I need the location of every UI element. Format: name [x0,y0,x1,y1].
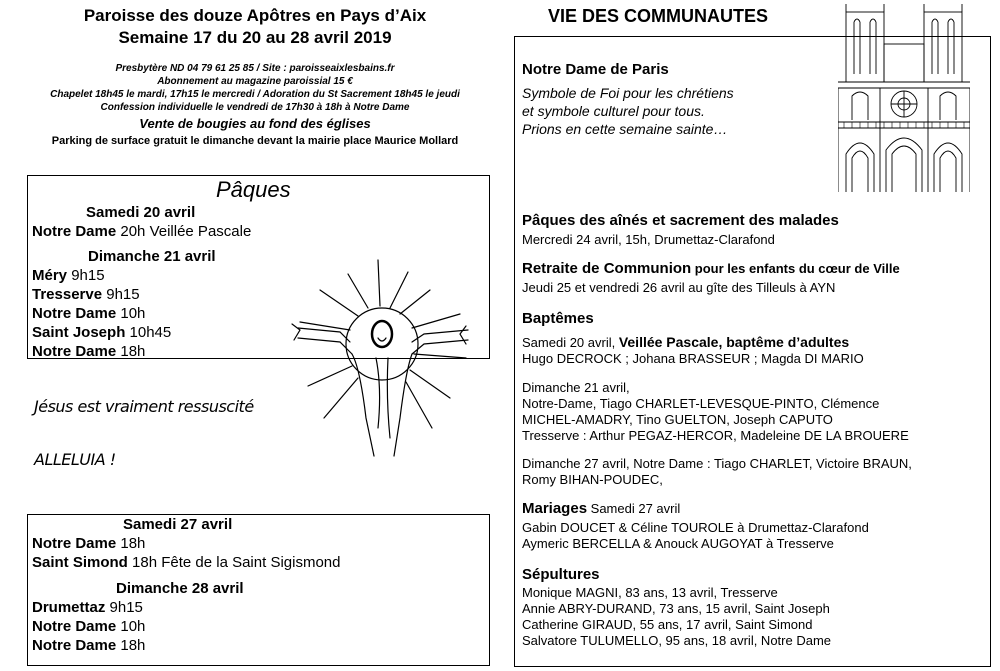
baptemes-group2 [522,380,909,444]
notre-dame-cathedral-illustration [838,4,970,194]
text-line: Prions en cette semaine sainte… [522,121,728,137]
baptemes-group3 [522,456,912,488]
schedule-place: Saint Simond [32,554,128,571]
bougies-info: Vente de bougies au fond des églises [139,116,371,131]
parking-info: Parking de surface gratuit le dimanche devant la mairie place Maurice Mollard [51,135,459,147]
baptemes-group1 [522,334,864,367]
text-line: Dimanche 21 avril, [522,380,630,395]
text-line: Gabin DOUCET & Céline TOUROLE à Drumettaz-Clarafond [522,520,869,535]
baptemes-date: Samedi 20 avril, [522,335,619,350]
schedule-time: 18h [116,535,146,552]
text-line: Romy BIHAN-POUDEC, [522,472,663,487]
week2-sunday-list [32,598,145,655]
text-line: Aymeric BERCELLA & Anouck AUGOYAT à Tresserve [522,536,834,551]
schedule-time: 10h [116,618,146,635]
notre-dame-heading: Notre Dame de Paris [522,61,669,78]
schedule-time: 10h45 [125,324,172,341]
sepultures-heading: Sépultures [522,566,600,583]
baptemes-heading: Baptêmes [522,310,594,327]
communities-title: VIE DES COMMUNAUTES [548,6,769,26]
paques-aines-text: Mercredi 24 avril, 15h, Drumettaz-Clarafond [522,232,775,247]
schedule-row [32,304,171,323]
presbytere-info: Presbytère ND 04 79 61 25 85 / Site : paroisseaixlesbains.fr [115,63,395,74]
schedule-place: Tresserve [32,286,103,303]
text-line: Symbole de Foi pour les chrétiens [522,85,734,101]
text-line: Tresserve : Arthur PEGAZ-HERCOR, Madeleine DE LA BROUERE [522,428,909,443]
schedule-time: 18h Fête de la Saint Sigismond [127,554,341,571]
paques-sunday-header: Dimanche 21 avril [88,248,216,265]
schedule-row [32,598,145,617]
schedule-time: 18h [116,343,146,360]
paques-title: Pâques [216,177,291,202]
mariages-title: Mariages [522,500,588,517]
text-line: Annie ABRY-DURAND, 73 ans, 15 avril, Saint Joseph [522,601,830,616]
mariages-list [522,520,869,552]
schedule-place: Notre Dame [32,618,117,635]
chapelet-info: Chapelet 18h45 le mardi, 17h15 le mercredi / Adoration du St Sacrement 18h45 le jeudi [50,89,460,100]
schedule-row [32,534,340,553]
schedule-place: Notre Dame [32,223,117,240]
schedule-time: 18h [116,637,146,654]
text-line: Hugo DECROCK ; Johana BRASSEUR ; Magda DI MARIO [522,351,864,366]
paques-saturday-header: Samedi 20 avril [86,204,196,221]
text-line: Dimanche 27 avril, Notre Dame : Tiago CHARLET, Victoire BRAUN, [522,456,912,471]
mariages-date: Samedi 27 avril [587,501,681,516]
notre-dame-text [522,84,734,138]
schedule-row [32,323,171,342]
schedule-row [32,222,251,241]
risen-christ-illustration [290,258,470,458]
schedule-time: 9h15 [105,599,143,616]
text-line: MICHEL-AMADRY, Tino GUELTON, Joseph CAPUTO [522,412,833,427]
paques-aines-heading: Pâques des aînés et sacrement des malades [522,212,839,229]
schedule-row [32,636,145,655]
abonnement-info: Abonnement au magazine paroissial 15 € [157,76,353,87]
schedule-row [32,342,171,361]
schedule-row [32,285,171,304]
text-line: et symbole culturel pour tous. [522,103,705,119]
retraite-title: Retraite de Communion [522,260,692,277]
week2-saturday-list [32,534,340,572]
mariages-heading [522,500,680,518]
schedule-place: Méry [32,267,68,284]
retraite-heading [522,260,900,278]
schedule-row [32,553,340,572]
schedule-row [32,617,145,636]
schedule-place: Drumettaz [32,599,106,616]
message-line1: Jésus est vraiment ressuscité [34,397,254,416]
schedule-time: 10h [116,305,146,322]
text-line: Salvatore TULUMELLO, 95 ans, 18 avril, Notre Dame [522,633,832,648]
retraite-text: Jeudi 25 et vendredi 26 avril au gîte des Tilleuls à AYN [522,280,836,295]
week2-saturday-header: Samedi 27 avril [123,516,233,533]
text-line: Catherine GIRAUD, 55 ans, 17 avril, Saint Simond [522,617,813,632]
week-title: Semaine 17 du 20 au 28 avril 2019 [118,28,392,47]
message-line2: ALLELUIA ! [34,450,116,469]
text-line [522,334,864,351]
parish-title: Paroisse des douze Apôtres en Pays d’Aix [83,6,427,25]
schedule-place: Notre Dame [32,637,117,654]
schedule-place: Saint Joseph [32,324,126,341]
schedule-time: 9h15 [102,286,140,303]
paques-saturday-list [32,222,251,241]
schedule-place: Notre Dame [32,535,117,552]
sepultures-list [522,585,831,649]
schedule-place: Notre Dame [32,343,117,360]
paques-sunday-list [32,266,171,361]
schedule-row [32,266,171,285]
baptemes-veillee: Veillée Pascale, baptême d’adultes [618,334,850,350]
schedule-place: Notre Dame [32,305,117,322]
text-line: Notre-Dame, Tiago CHARLET-LEVESQUE-PINTO, Clémence [522,396,880,411]
text-line: Monique MAGNI, 83 ans, 13 avril, Tresserve [522,585,778,600]
week2-sunday-header: Dimanche 28 avril [116,580,244,597]
retraite-subtitle: pour les enfants du cœur de Ville [691,261,900,276]
confession-info: Confession individuelle le vendredi de 17h30 à 18h à Notre Dame [100,102,410,113]
schedule-time: 9h15 [67,267,105,284]
schedule-time: 20h Veillée Pascale [116,223,252,240]
